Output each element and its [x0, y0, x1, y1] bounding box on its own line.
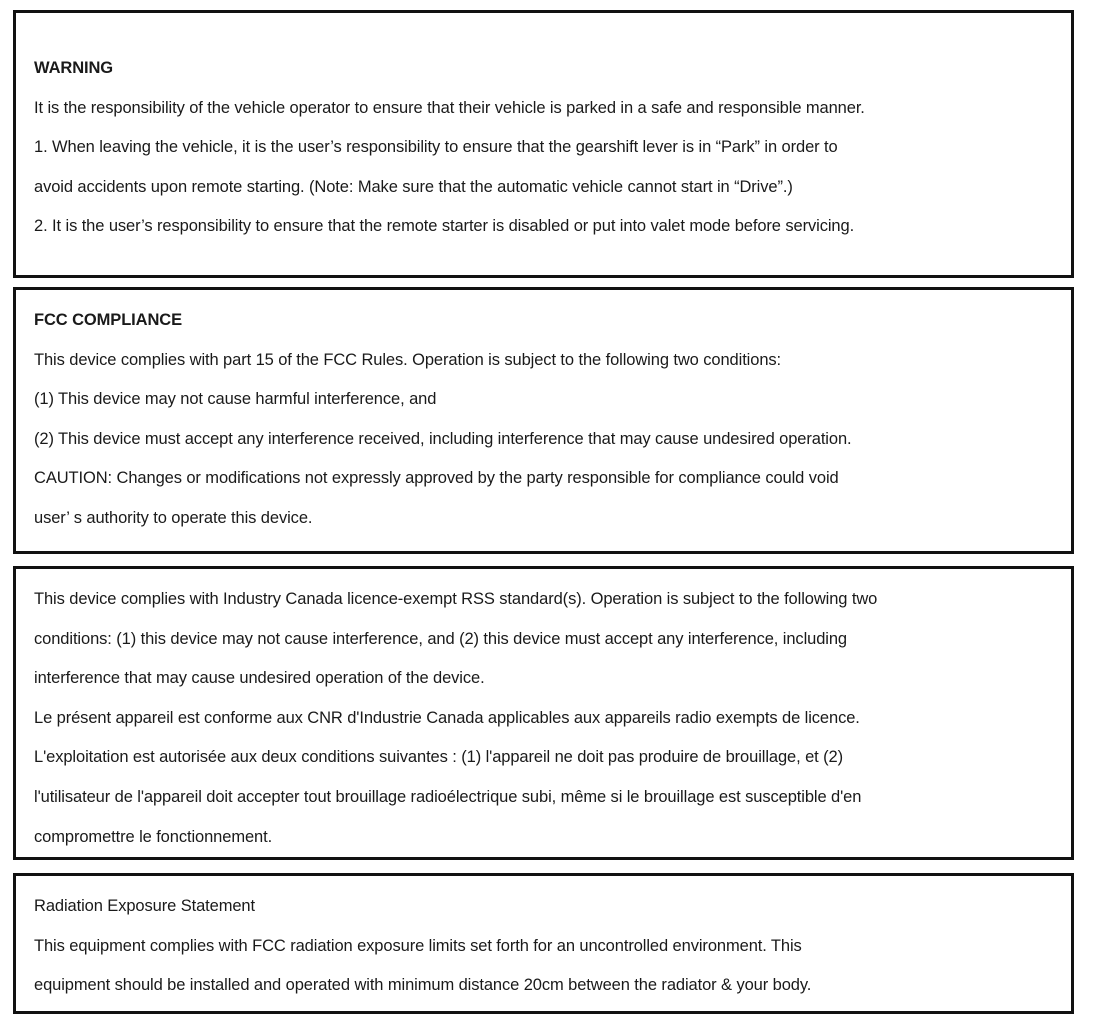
fcc-content [34, 301, 1061, 539]
industry-canada-line: Le présent appareil est conforme aux CNR d'Industrie Canada applicables aux appareils radio exempts de licence. [34, 708, 860, 727]
industry-canada-line: compromettre le fonctionnement. [34, 827, 273, 846]
warning-box [13, 10, 1074, 278]
fcc-heading: FCC COMPLIANCE [34, 311, 183, 329]
radiation-content [34, 887, 1061, 1006]
industry-canada-box [13, 566, 1074, 860]
industry-canada-line: L'exploitation est autorisée aux deux conditions suivantes : (1) l'appareil ne doit pas produire de brouillage, et (2) [34, 748, 843, 767]
warning-heading: WARNING [34, 59, 114, 77]
warning-line: 2. It is the user’s responsibility to ensure that the remote starter is disabled or put into valet mode before servicing. [34, 217, 855, 236]
radiation-line: This equipment complies with FCC radiation exposure limits set forth for an uncontrolled environment. This [34, 936, 802, 955]
radiation-heading: Radiation Exposure Statement [34, 897, 255, 915]
fcc-line: (2) This device must accept any interference received, including interference that may cause undesired operation. [34, 429, 852, 448]
industry-canada-line: interference that may cause undesired operation of the device. [34, 669, 485, 688]
industry-canada-content [34, 580, 1061, 857]
industry-canada-line: This device complies with Industry Canada licence-exempt RSS standard(s). Operation is subject to the following two [34, 590, 878, 608]
radiation-line: equipment should be installed and operated with minimum distance 20cm between the radiator & your body. [34, 976, 812, 995]
warning-line: It is the responsibility of the vehicle operator to ensure that their vehicle is parked in a safe and responsible manner. [34, 98, 865, 117]
industry-canada-line: l'utilisateur de l'appareil doit accepter tout brouillage radioélectrique subi, même si le brouillage est susceptible d'en [34, 787, 862, 806]
fcc-line: This device complies with part 15 of the FCC Rules. Operation is subject to the following two conditions: [34, 350, 782, 369]
fcc-compliance-box [13, 287, 1074, 554]
industry-canada-line: conditions: (1) this device may not cause interference, and (2) this device must accept any interference, including [34, 629, 848, 648]
warning-line: avoid accidents upon remote starting. (Note: Make sure that the automatic vehicle cannot start in “Drive”.) [34, 177, 793, 196]
fcc-line: CAUTION: Changes or modifications not expressly approved by the party responsible for compliance could void [34, 469, 839, 488]
fcc-line: (1) This device may not cause harmful interference, and [34, 390, 437, 409]
warning-content [34, 49, 1061, 247]
warning-line: 1. When leaving the vehicle, it is the user’s responsibility to ensure that the gearshift lever is in “Park” in order to [34, 138, 838, 157]
fcc-line: user’ s authority to operate this device. [34, 508, 313, 527]
radiation-exposure-box [13, 873, 1074, 1014]
